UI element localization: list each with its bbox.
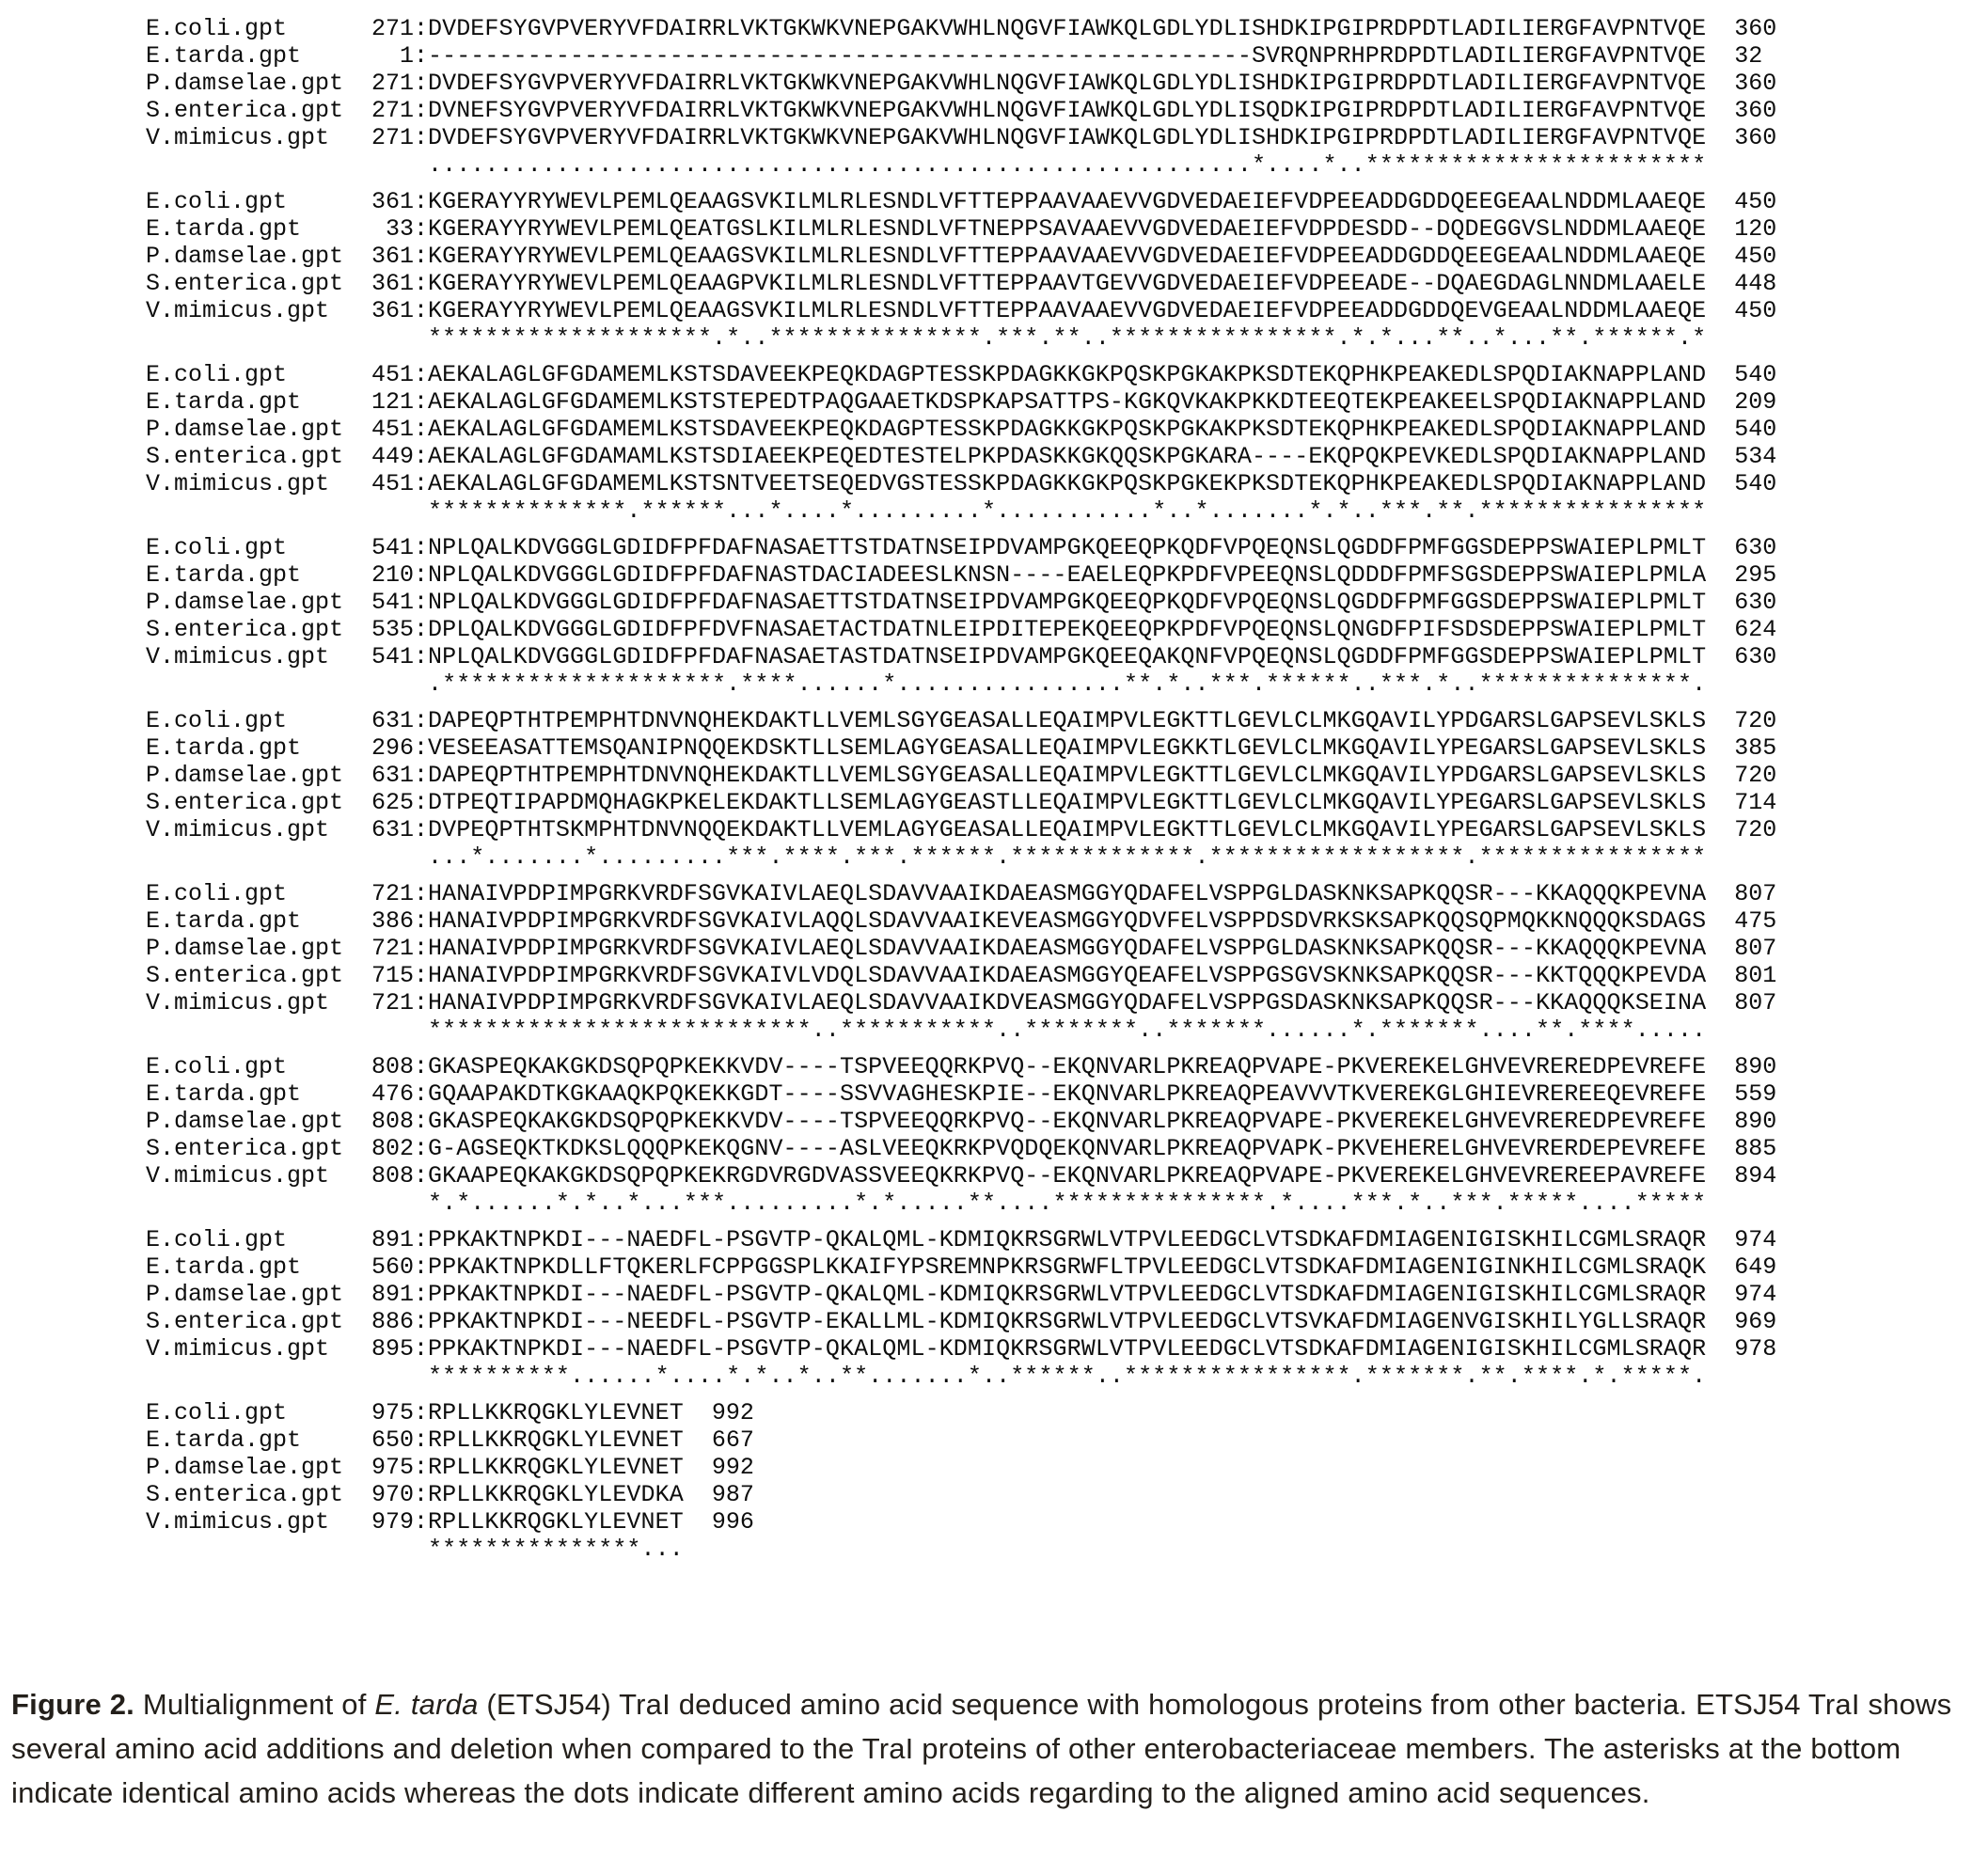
alignment-row xyxy=(146,1080,1776,1108)
start-index: 361: xyxy=(371,243,428,270)
alignment-row xyxy=(146,935,1776,962)
start-index: 895: xyxy=(371,1335,428,1363)
sequence: RPLLKKRQGKLYLEVNET xyxy=(428,1426,684,1454)
species-label: V.mimicus.gpt xyxy=(146,124,330,151)
consensus-row xyxy=(146,1190,1776,1217)
species-label: E.coli.gpt xyxy=(146,880,288,907)
end-index: 475 xyxy=(1734,907,1777,935)
alignment-row xyxy=(146,388,1776,416)
species-label: V.mimicus.gpt xyxy=(146,1508,330,1536)
end-index: 714 xyxy=(1734,789,1777,816)
species-label: E.tarda.gpt xyxy=(146,561,302,589)
sequence: AEKALAGLGFGDAMEMLKSTSNTVEETSEQEDVGSTESSKPDAGKKGKPQSKPGKEKPKSDTEKQPHKPEAKEDLSPQDIAKNAPPLAND xyxy=(428,470,1707,497)
end-index: 540 xyxy=(1734,416,1777,443)
start-index: 271: xyxy=(371,15,428,42)
species-label: E.coli.gpt xyxy=(146,534,288,561)
figure-caption-label: Figure 2. xyxy=(11,1688,134,1721)
species-label: E.tarda.gpt xyxy=(146,1426,302,1454)
species-label: P.damselae.gpt xyxy=(146,935,344,962)
consensus-row xyxy=(146,1536,1776,1563)
alignment-row xyxy=(146,1508,1776,1536)
start-index: 808: xyxy=(371,1053,428,1080)
start-index: 886: xyxy=(371,1308,428,1335)
start-index: 541: xyxy=(371,643,428,670)
end-index: 624 xyxy=(1734,616,1777,643)
species-label: P.damselae.gpt xyxy=(146,416,344,443)
sequence: HANAIVPDPIMPGRKVRDFSGVKAIVLAEQLSDAVVAAIKDAEASMGGYQDAFELVSPPGLDASKNKSAPKQQSR---KKAQQQKPEVNA xyxy=(428,935,1707,962)
start-index: 451: xyxy=(371,416,428,443)
species-label: E.tarda.gpt xyxy=(146,734,302,762)
sequence: AEKALAGLGFGDAMEMLKSTSDAVEEKPEQKDAGPTESSKPDAGKKGKPQSKPGKAKPKSDTEKQPHKPEAKEDLSPQDIAKNAPPLAND xyxy=(428,416,1707,443)
sequence: NPLQALKDVGGGLGDIDFPFDAFNASAETTSTDATNSEIPDVAMPGKQEEQPKQDFVPQEQNSLQGDDFPMFGGSDEPPSWAIEPLPMLT xyxy=(428,534,1707,561)
start-index: 970: xyxy=(371,1481,428,1508)
end-index: 209 xyxy=(1734,388,1777,416)
species-label: E.tarda.gpt xyxy=(146,1080,302,1108)
alignment-block xyxy=(146,188,1776,352)
alignment-row xyxy=(146,1454,1776,1481)
consensus-row xyxy=(146,324,1776,352)
end-index: 385 xyxy=(1734,734,1777,762)
species-label: P.damselae.gpt xyxy=(146,70,344,97)
species-label: E.coli.gpt xyxy=(146,707,288,734)
alignment-row xyxy=(146,1135,1776,1162)
species-label: E.tarda.gpt xyxy=(146,42,302,70)
end-index: 360 xyxy=(1734,124,1777,151)
start-index: 650: xyxy=(371,1426,428,1454)
start-index: 535: xyxy=(371,616,428,643)
end-index: 992 xyxy=(711,1399,754,1426)
species-label: E.coli.gpt xyxy=(146,15,288,42)
end-index: 978 xyxy=(1734,1335,1777,1363)
alignment-row xyxy=(146,1226,1776,1253)
end-index: 360 xyxy=(1734,70,1777,97)
species-label: V.mimicus.gpt xyxy=(146,470,330,497)
alignment-row xyxy=(146,70,1776,97)
end-index: 540 xyxy=(1734,361,1777,388)
sequence: GKAAPEQKAKGKDSQPQPKEKRGDVRGDVASSVEEQKRKPVQ--EKQNVARLPKREAQPVAPE-PKVEREKELGHVEVREREEPAVREFE xyxy=(428,1162,1707,1190)
alignment-row xyxy=(146,1108,1776,1135)
end-index: 630 xyxy=(1734,534,1777,561)
alignment-row xyxy=(146,962,1776,989)
species-label: S.enterica.gpt xyxy=(146,962,344,989)
end-index: 360 xyxy=(1734,97,1777,124)
start-index: 296: xyxy=(371,734,428,762)
alignment-row xyxy=(146,124,1776,151)
consensus-line: ********************.*..***************.***.**..****************.*.*...**..*...**.******.* xyxy=(428,324,1707,352)
start-index: 721: xyxy=(371,989,428,1016)
alignment-row xyxy=(146,1308,1776,1335)
end-index: 720 xyxy=(1734,816,1777,843)
species-label: E.coli.gpt xyxy=(146,1226,288,1253)
sequence: NPLQALKDVGGGLGDIDFPFDAFNASAETASTDATNSEIPDVAMPGKQEEQAKQNFVPQEQNSLQGDDFPMFGGSDEPPSWAIEPLPMLT xyxy=(428,643,1707,670)
sequence: DAPEQPTHTPEMPHTDNVNQHEKDAKTLLVEMLSGYGEASALLEQAIMPVLEGKTTLGEVLCLMKGQAVILYPDGARSLGAPSEVLSKLS xyxy=(428,762,1707,789)
alignment-row xyxy=(146,361,1776,388)
start-index: 541: xyxy=(371,534,428,561)
start-index: 361: xyxy=(371,188,428,215)
alignment-row xyxy=(146,1426,1776,1454)
consensus-line: **************.******...*....*.........*...........*..*.......*.*..***.**.**************** xyxy=(428,497,1707,525)
sequence: HANAIVPDPIMPGRKVRDFSGVKAIVLAEQLSDAVVAAIKDAEASMGGYQDAFELVSPPGLDASKNKSAPKQQSR---KKAQQQKPEVNA xyxy=(428,880,1707,907)
end-index: 974 xyxy=(1734,1281,1777,1308)
species-label: S.enterica.gpt xyxy=(146,1308,344,1335)
start-index: 451: xyxy=(371,470,428,497)
start-index: 631: xyxy=(371,762,428,789)
alignment-block xyxy=(146,15,1776,179)
consensus-line: ...*.......*.........***.****.***.******.*************.******************.**************** xyxy=(428,843,1707,871)
consensus-row xyxy=(146,497,1776,525)
caption-text-after-species: (ETSJ54) TraI deduced amino acid sequence with homologous proteins from other bacteria. ETSJ54 TraI shows several amino acid additions and deletion when compared to the TraI proteins of other enterobacteriaceae members. The asterisks at the bottom indicate identical amino acids whereas the dots indicate different amino acids regarding to the aligned amino acid sequences. xyxy=(11,1688,1952,1809)
start-index: 33: xyxy=(385,215,428,243)
sequence: GKASPEQKAKGKDSQPQPKEKKVDV----TSPVEEQQRKPVQ--EKQNVARLPKREAQPVAPE-PKVEREKELGHVEVREREDPEVREFE xyxy=(428,1108,1707,1135)
end-index: 667 xyxy=(711,1426,754,1454)
end-index: 534 xyxy=(1734,443,1777,470)
start-index: 271: xyxy=(371,124,428,151)
alignment-row xyxy=(146,443,1776,470)
start-index: 631: xyxy=(371,816,428,843)
start-index: 476: xyxy=(371,1080,428,1108)
end-index: 974 xyxy=(1734,1226,1777,1253)
caption-species-name: E. tarda xyxy=(374,1688,479,1721)
end-index: 540 xyxy=(1734,470,1777,497)
alignment-row xyxy=(146,789,1776,816)
start-index: 1: xyxy=(399,42,428,70)
sequence: PPKAKTNPKDI---NAEDFL-PSGVTP-QKALQML-KDMIQKRSGRWLVTPVLEEDGCLVTSDKAFDMIAGENIGISKHILCGMLSRAQR xyxy=(428,1226,1707,1253)
species-label: P.damselae.gpt xyxy=(146,1281,344,1308)
start-index: 808: xyxy=(371,1108,428,1135)
alignment-row xyxy=(146,1053,1776,1080)
species-label: V.mimicus.gpt xyxy=(146,816,330,843)
end-index: 807 xyxy=(1734,880,1777,907)
sequence: HANAIVPDPIMPGRKVRDFSGVKAIVLAEQLSDAVVAAIKDVEASMGGYQDAFELVSPPGSDASKNKSAPKQQSR---KKAQQQKSEINA xyxy=(428,989,1707,1016)
end-index: 894 xyxy=(1734,1162,1777,1190)
start-index: 386: xyxy=(371,907,428,935)
species-label: S.enterica.gpt xyxy=(146,789,344,816)
alignment-block xyxy=(146,1226,1776,1390)
alignment-row xyxy=(146,1481,1776,1508)
species-label: S.enterica.gpt xyxy=(146,1481,344,1508)
start-index: 802: xyxy=(371,1135,428,1162)
start-index: 631: xyxy=(371,707,428,734)
consensus-row xyxy=(146,1363,1776,1390)
species-label: P.damselae.gpt xyxy=(146,1108,344,1135)
start-index: 361: xyxy=(371,297,428,324)
end-index: 987 xyxy=(711,1481,754,1508)
end-index: 120 xyxy=(1734,215,1777,243)
alignment-row xyxy=(146,707,1776,734)
end-index: 807 xyxy=(1734,935,1777,962)
end-index: 450 xyxy=(1734,243,1777,270)
sequence: DVDEFSYGVPVERYVFDAIRRLVKTGKWKVNEPGAKVWHLNQGVFIAWKQLGDLYDLISHDKIPGIPRDPDTLADILIERGFAVPNTVQE xyxy=(428,15,1707,42)
species-label: S.enterica.gpt xyxy=(146,443,344,470)
sequence: DVDEFSYGVPVERYVFDAIRRLVKTGKWKVNEPGAKVWHLNQGVFIAWKQLGDLYDLISHDKIPGIPRDPDTLADILIERGFAVPNTVQE xyxy=(428,124,1707,151)
alignment-row xyxy=(146,589,1776,616)
end-index: 890 xyxy=(1734,1108,1777,1135)
alignment-row xyxy=(146,561,1776,589)
alignment-block xyxy=(146,1399,1776,1563)
end-index: 360 xyxy=(1734,15,1777,42)
end-index: 807 xyxy=(1734,989,1777,1016)
start-index: 625: xyxy=(371,789,428,816)
sequence: AEKALAGLGFGDAMEMLKSTSDAVEEKPEQKDAGPTESSKPDAGKKGKPQSKPGKAKPKSDTEKQPHKPEAKEDLSPQDIAKNAPPLAND xyxy=(428,361,1707,388)
sequence: RPLLKKRQGKLYLEVNET xyxy=(428,1399,684,1426)
end-index: 720 xyxy=(1734,707,1777,734)
sequence: ----------------------------------------------------------SVRQNPRHPRDPDTLADILIERGFAVPNTVQE xyxy=(428,42,1707,70)
sequence: AEKALAGLGFGDAMEMLKSTSTEPEDTPAQGAAETKDSPKAPSATTPS-KGKQVKAKPKKDTEEQTEKPEAKEELSPQDIAKNAPPLAND xyxy=(428,388,1707,416)
alignment-row xyxy=(146,97,1776,124)
start-index: 715: xyxy=(371,962,428,989)
sequence: GQAAPAKDTKGKAAQKPQKEKKGDT----SSVVAGHESKPIE--EKQNVARLPKREAQPEAVVVTKVEREKGLGHIEVREREEQEVREFE xyxy=(428,1080,1707,1108)
end-index: 890 xyxy=(1734,1053,1777,1080)
species-label: V.mimicus.gpt xyxy=(146,1162,330,1190)
species-label: P.damselae.gpt xyxy=(146,243,344,270)
alignment-row xyxy=(146,1335,1776,1363)
start-index: 210: xyxy=(371,561,428,589)
start-index: 451: xyxy=(371,361,428,388)
end-index: 649 xyxy=(1734,1253,1777,1281)
species-label: V.mimicus.gpt xyxy=(146,1335,330,1363)
species-label: V.mimicus.gpt xyxy=(146,297,330,324)
consensus-line: ***************... xyxy=(428,1536,684,1563)
end-index: 992 xyxy=(711,1454,754,1481)
end-index: 448 xyxy=(1734,270,1777,297)
alignment-row xyxy=(146,907,1776,935)
start-index: 541: xyxy=(371,589,428,616)
alignment-block xyxy=(146,1053,1776,1217)
sequence: NPLQALKDVGGGLGDIDFPFDAFNASAETTSTDATNSEIPDVAMPGKQEEQPKQDFVPQEQNSLQGDDFPMFGGSDEPPSWAIEPLPMLT xyxy=(428,589,1707,616)
sequence: DAPEQPTHTPEMPHTDNVNQHEKDAKTLLVEMLSGYGEASALLEQAIMPVLEGKTTLGEVLCLMKGQAVILYPDGARSLGAPSEVLSKLS xyxy=(428,707,1707,734)
sequence: PPKAKTNPKDI---NEEDFL-PSGVTP-EKALLML-KDMIQKRSGRWLVTPVLEEDGCLVTSVKAFDMIAGENVGISKHILYGLLSRAQR xyxy=(428,1308,1707,1335)
consensus-row xyxy=(146,1016,1776,1044)
end-index: 450 xyxy=(1734,297,1777,324)
sequence: KGERAYYRYWEVLPEMLQEAAGSVKILMLRLESNDLVFTTEPPAAVAAEVVGDVEDAEIEFVDPEEADDGDDQEVGEAALNDDMLAAEQE xyxy=(428,297,1707,324)
start-index: 361: xyxy=(371,270,428,297)
alignment-block xyxy=(146,880,1776,1044)
species-label: P.damselae.gpt xyxy=(146,762,344,789)
start-index: 721: xyxy=(371,935,428,962)
alignment-block xyxy=(146,361,1776,525)
start-index: 975: xyxy=(371,1399,428,1426)
sequence: KGERAYYRYWEVLPEMLQEAAGPVKILMLRLESNDLVFTTEPPAAVTGEVVGDVEDAEIEFVDPEEADE--DQAEGDAGLNNDMLAAELE xyxy=(428,270,1707,297)
alignment-row xyxy=(146,1162,1776,1190)
sequence: DVPEQPTHTSKMPHTDNVNQQEKDAKTLLVEMLAGYGEASALLEQAIMPVLEGKTTLGEVLCLMKGQAVILYPEGARSLGAPSEVLSKLS xyxy=(428,816,1707,843)
end-index: 996 xyxy=(711,1508,754,1536)
end-index: 450 xyxy=(1734,188,1777,215)
end-index: 630 xyxy=(1734,589,1777,616)
consensus-line: ..........................................................*....*..************************ xyxy=(428,151,1707,179)
species-label: S.enterica.gpt xyxy=(146,270,344,297)
species-label: E.coli.gpt xyxy=(146,188,288,215)
sequence: AEKALAGLGFGDAMAMLKSTSDIAEEKPEQEDTESTELPKPDASKKGKQQSKPGKARA----EKQPQKPEVKEDLSPQDIAKNAPPLAND xyxy=(428,443,1707,470)
end-index: 969 xyxy=(1734,1308,1777,1335)
alignment-row xyxy=(146,243,1776,270)
species-label: S.enterica.gpt xyxy=(146,97,344,124)
species-label: V.mimicus.gpt xyxy=(146,989,330,1016)
alignment-row xyxy=(146,1399,1776,1426)
start-index: 891: xyxy=(371,1226,428,1253)
alignment-row xyxy=(146,470,1776,497)
alignment-row xyxy=(146,880,1776,907)
start-index: 271: xyxy=(371,97,428,124)
sequence: RPLLKKRQGKLYLEVDKA xyxy=(428,1481,684,1508)
sequence: G-AGSEQKTKDKSLQQQPKEKQGNV----ASLVEEQKRKPVQDQEKQNVARLPKREAQPVAPK-PKVEHERELGHVEVRERDEPEVREFE xyxy=(428,1135,1707,1162)
species-label: S.enterica.gpt xyxy=(146,1135,344,1162)
sequence: HANAIVPDPIMPGRKVRDFSGVKAIVLAQQLSDAVVAAIKEVEASMGGYQDVFELVSPPDSDVRKSKSAPKQQSQPMQKKNQQQKSDAGS xyxy=(428,907,1707,935)
sequence: HANAIVPDPIMPGRKVRDFSGVKAIVLVDQLSDAVVAAIKDAEASMGGYQEAFELVSPPGSGVSKNKSAPKQQSR---KKTQQQKPEVDA xyxy=(428,962,1707,989)
sequence: DVNEFSYGVPVERYVFDAIRRLVKTGKWKVNEPGAKVWHLNQGVFIAWKQLGDLYDLISQDKIPGIPRDPDTLADILIERGFAVPNTVQE xyxy=(428,97,1707,124)
species-label: E.coli.gpt xyxy=(146,1053,288,1080)
sequence: VESEEASATTEMSQANIPNQQEKDSKTLLSEMLAGYGEASALLEQAIMPVLEGKKTLGEVLCLMKGQAVILYPEGARSLGAPSEVLSKLS xyxy=(428,734,1707,762)
sequence: PPKAKTNPKDI---NAEDFL-PSGVTP-QKALQML-KDMIQKRSGRWLVTPVLEEDGCLVTSDKAFDMIAGENIGISKHILCGMLSRAQR xyxy=(428,1335,1707,1363)
consensus-row xyxy=(146,843,1776,871)
consensus-line: ***************************..***********..********..*******......*.*******....**.****..... xyxy=(428,1016,1707,1044)
species-label: E.coli.gpt xyxy=(146,1399,288,1426)
species-label: E.tarda.gpt xyxy=(146,1253,302,1281)
alignment-row xyxy=(146,989,1776,1016)
caption-text-before-species: Multialignment of xyxy=(134,1688,375,1721)
consensus-line: .********************.****......*................**.*..***.******..***.*..***************. xyxy=(428,670,1707,698)
sequence: RPLLKKRQGKLYLEVNET xyxy=(428,1508,684,1536)
sequence: DTPEQTIPAPDMQHAGKPKELEKDAKTLLSEMLAGYGEASTLLEQAIMPVLEGKTTLGEVLCLMKGQAVILYPEGARSLGAPSEVLSKLS xyxy=(428,789,1707,816)
alignment-block xyxy=(146,707,1776,871)
alignment-row xyxy=(146,297,1776,324)
species-label: E.tarda.gpt xyxy=(146,388,302,416)
end-index: 32 xyxy=(1734,42,1763,70)
start-index: 808: xyxy=(371,1162,428,1190)
alignment-block xyxy=(146,534,1776,698)
sequence: PPKAKTNPKDI---NAEDFL-PSGVTP-QKALQML-KDMIQKRSGRWLVTPVLEEDGCLVTSDKAFDMIAGENIGISKHILCGMLSRAQR xyxy=(428,1281,1707,1308)
start-index: 975: xyxy=(371,1454,428,1481)
alignment-row xyxy=(146,416,1776,443)
end-index: 630 xyxy=(1734,643,1777,670)
consensus-line: **********......*....*.*..*..**.......*..******..****************.*******.**.****.*.*****. xyxy=(428,1363,1707,1390)
sequence: KGERAYYRYWEVLPEMLQEAAGSVKILMLRLESNDLVFTTEPPAAVAAEVVGDVEDAEIEFVDPEEADDGDDQEEGEAALNDDMLAAEQE xyxy=(428,243,1707,270)
sequence: PPKAKTNPKDLLFTQKERLFCPPGGSPLKKAIFYPSREMNPKRSGRWFLTPVLEEDGCLVTSDKAFDMIAGENIGINKHILCGMLSRAQK xyxy=(428,1253,1707,1281)
end-index: 720 xyxy=(1734,762,1777,789)
alignment-row xyxy=(146,762,1776,789)
species-label: E.tarda.gpt xyxy=(146,907,302,935)
sequence: KGERAYYRYWEVLPEMLQEATGSLKILMLRLESNDLVFTNEPPSAVAAEVVGDVEDAEIEFVDPDESDD--DQDEGGVSLNDDMLAAEQE xyxy=(428,215,1707,243)
alignment-row xyxy=(146,1281,1776,1308)
start-index: 449: xyxy=(371,443,428,470)
alignment-row xyxy=(146,188,1776,215)
species-label: E.coli.gpt xyxy=(146,361,288,388)
end-index: 559 xyxy=(1734,1080,1777,1108)
alignment-row xyxy=(146,1253,1776,1281)
sequence: NPLQALKDVGGGLGDIDFPFDAFNASTDACIADEESLKNSN----EAELEQPKPDFVPEEQNSLQDDDFPMFSGSDEPPSWAIEPLPMLA xyxy=(428,561,1707,589)
sequence: DVDEFSYGVPVERYVFDAIRRLVKTGKWKVNEPGAKVWHLNQGVFIAWKQLGDLYDLISHDKIPGIPRDPDTLADILIERGFAVPNTVQE xyxy=(428,70,1707,97)
alignment-row xyxy=(146,270,1776,297)
start-index: 979: xyxy=(371,1508,428,1536)
start-index: 891: xyxy=(371,1281,428,1308)
start-index: 560: xyxy=(371,1253,428,1281)
end-index: 295 xyxy=(1734,561,1777,589)
alignment-row xyxy=(146,42,1776,70)
sequence: RPLLKKRQGKLYLEVNET xyxy=(428,1454,684,1481)
species-label: P.damselae.gpt xyxy=(146,1454,344,1481)
consensus-line: *.*......*.*..*...***.........*.*.....**....***************.*....***.*..***.*****....***** xyxy=(428,1190,1707,1217)
end-index: 885 xyxy=(1734,1135,1777,1162)
figure-caption xyxy=(11,1682,1977,1815)
alignment-row xyxy=(146,643,1776,670)
alignment-row xyxy=(146,734,1776,762)
start-index: 121: xyxy=(371,388,428,416)
alignment-row xyxy=(146,816,1776,843)
sequence: GKASPEQKAKGKDSQPQPKEKKVDV----TSPVEEQQRKPVQ--EKQNVARLPKREAQPVAPE-PKVEREKELGHVEVREREDPEVREFE xyxy=(428,1053,1707,1080)
start-index: 721: xyxy=(371,880,428,907)
alignment-row xyxy=(146,215,1776,243)
start-index: 271: xyxy=(371,70,428,97)
end-index: 801 xyxy=(1734,962,1777,989)
consensus-row xyxy=(146,670,1776,698)
sequence: KGERAYYRYWEVLPEMLQEAAGSVKILMLRLESNDLVFTTEPPAAVAAEVVGDVEDAEIEFVDPEEADDGDDQEEGEAALNDDMLAAEQE xyxy=(428,188,1707,215)
multiple-sequence-alignment xyxy=(146,15,1776,1572)
species-label: S.enterica.gpt xyxy=(146,616,344,643)
species-label: V.mimicus.gpt xyxy=(146,643,330,670)
alignment-row xyxy=(146,616,1776,643)
species-label: E.tarda.gpt xyxy=(146,215,302,243)
species-label: P.damselae.gpt xyxy=(146,589,344,616)
sequence: DPLQALKDVGGGLGDIDFPFDVFNASAETACTDATNLEIPDITEPEKQEEQPKPDFVPQEQNSLQNGDFPIFSDSDEPPSWAIEPLPMLT xyxy=(428,616,1707,643)
alignment-row xyxy=(146,15,1776,42)
alignment-row xyxy=(146,534,1776,561)
consensus-row xyxy=(146,151,1776,179)
